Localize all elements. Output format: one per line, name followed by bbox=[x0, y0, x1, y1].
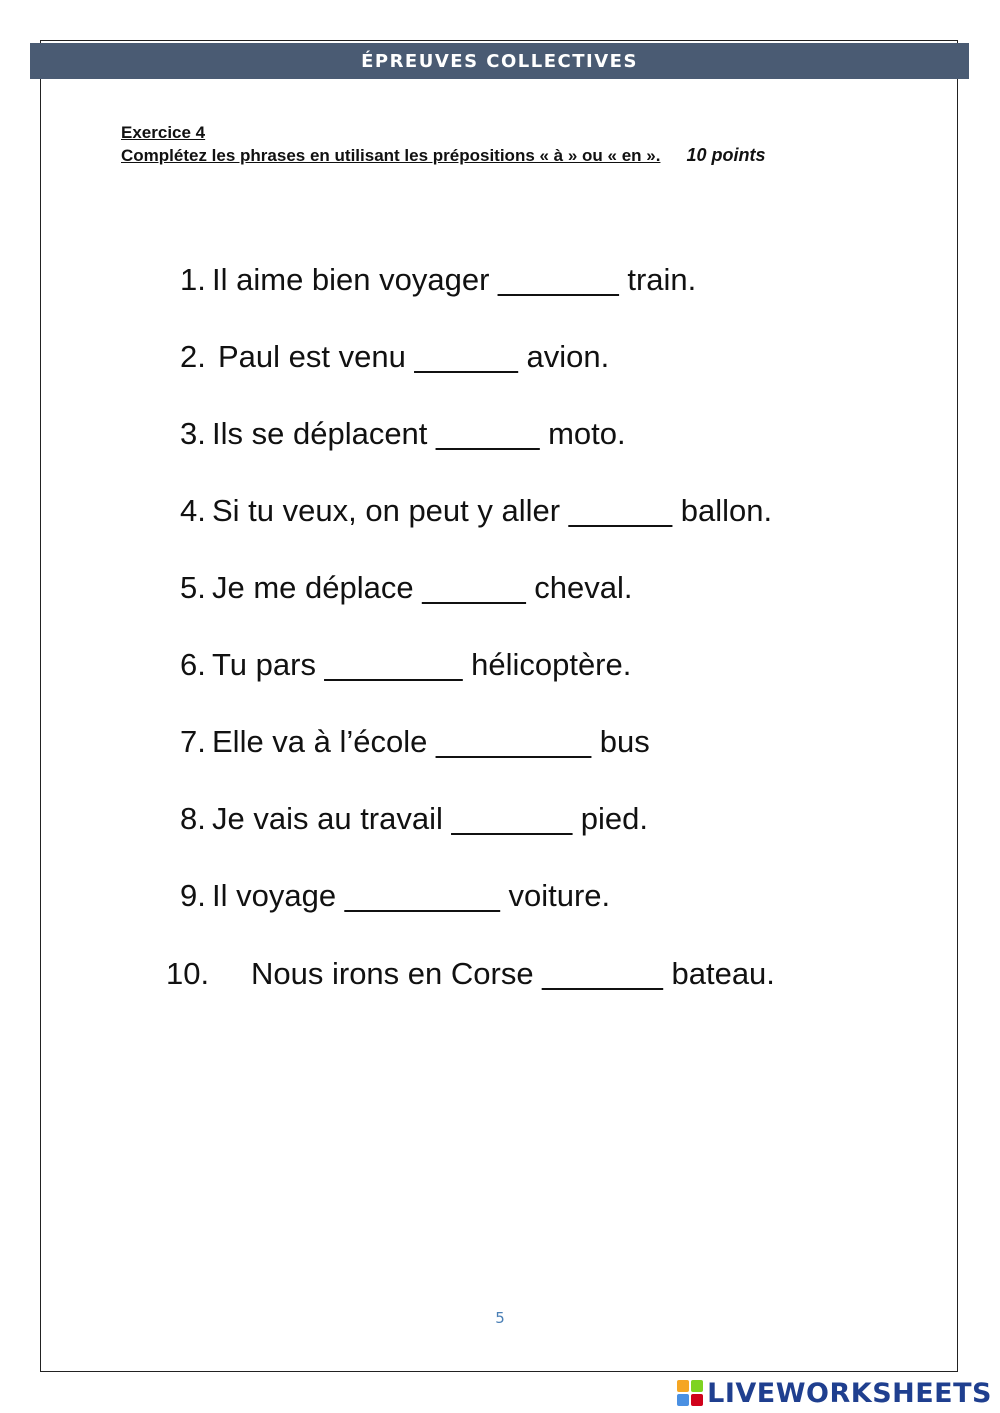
question-text[interactable]: Si tu veux, on peut y aller ______ ballon. bbox=[212, 493, 773, 528]
question-text[interactable]: Il voyage _________ voiture. bbox=[212, 878, 611, 913]
exercise-points: 10 points bbox=[686, 145, 766, 165]
question-number: 8. bbox=[180, 801, 206, 836]
question-text[interactable]: Ils se déplacent ______ moto. bbox=[212, 416, 626, 451]
question-text[interactable]: Paul est venu ______ avion. bbox=[218, 339, 610, 374]
exercise-heading bbox=[121, 122, 765, 167]
question-number: 7. bbox=[180, 724, 206, 759]
exercise-title: Exercice 4 bbox=[121, 123, 206, 142]
logo-square-3 bbox=[677, 1394, 689, 1406]
page-frame bbox=[40, 40, 958, 1372]
logo-square-1 bbox=[677, 1380, 689, 1392]
question-text[interactable]: Je vais au travail _______ pied. bbox=[212, 801, 649, 836]
question-number: 2. bbox=[180, 339, 206, 374]
exercise-instruction: Complétez les phrases en utilisant les prépositions « à » ou « en ». bbox=[121, 146, 661, 165]
question-text[interactable]: Nous irons en Corse _______ bateau. bbox=[251, 956, 775, 991]
question-text[interactable]: Il aime bien voyager _______ train. bbox=[212, 262, 697, 297]
question-text[interactable]: Elle va à l’école _________ bus bbox=[212, 724, 650, 759]
question-number: 5. bbox=[180, 570, 206, 605]
question-number: 9. bbox=[180, 878, 206, 913]
question-number: 1. bbox=[180, 262, 206, 297]
question-number: 10. bbox=[166, 956, 210, 991]
page-number: 5 bbox=[495, 1309, 505, 1327]
instruction-row bbox=[121, 144, 765, 167]
question-number: 4. bbox=[180, 493, 206, 528]
question-text[interactable]: Je me déplace ______ cheval. bbox=[212, 570, 633, 605]
question-number: 6. bbox=[180, 647, 206, 682]
logo-square-2 bbox=[691, 1380, 703, 1392]
liveworksheets-logo-icon bbox=[677, 1380, 703, 1406]
question-number: 3. bbox=[180, 416, 206, 451]
logo-square-4 bbox=[691, 1394, 703, 1406]
liveworksheets-watermark[interactable] bbox=[677, 1375, 992, 1411]
header-band bbox=[30, 43, 969, 79]
header-title: ÉPREUVES COLLECTIVES bbox=[361, 50, 638, 72]
question-text[interactable]: Tu pars ________ hélicoptère. bbox=[212, 647, 632, 682]
watermark-text: LIVEWORKSHEETS bbox=[707, 1377, 992, 1409]
